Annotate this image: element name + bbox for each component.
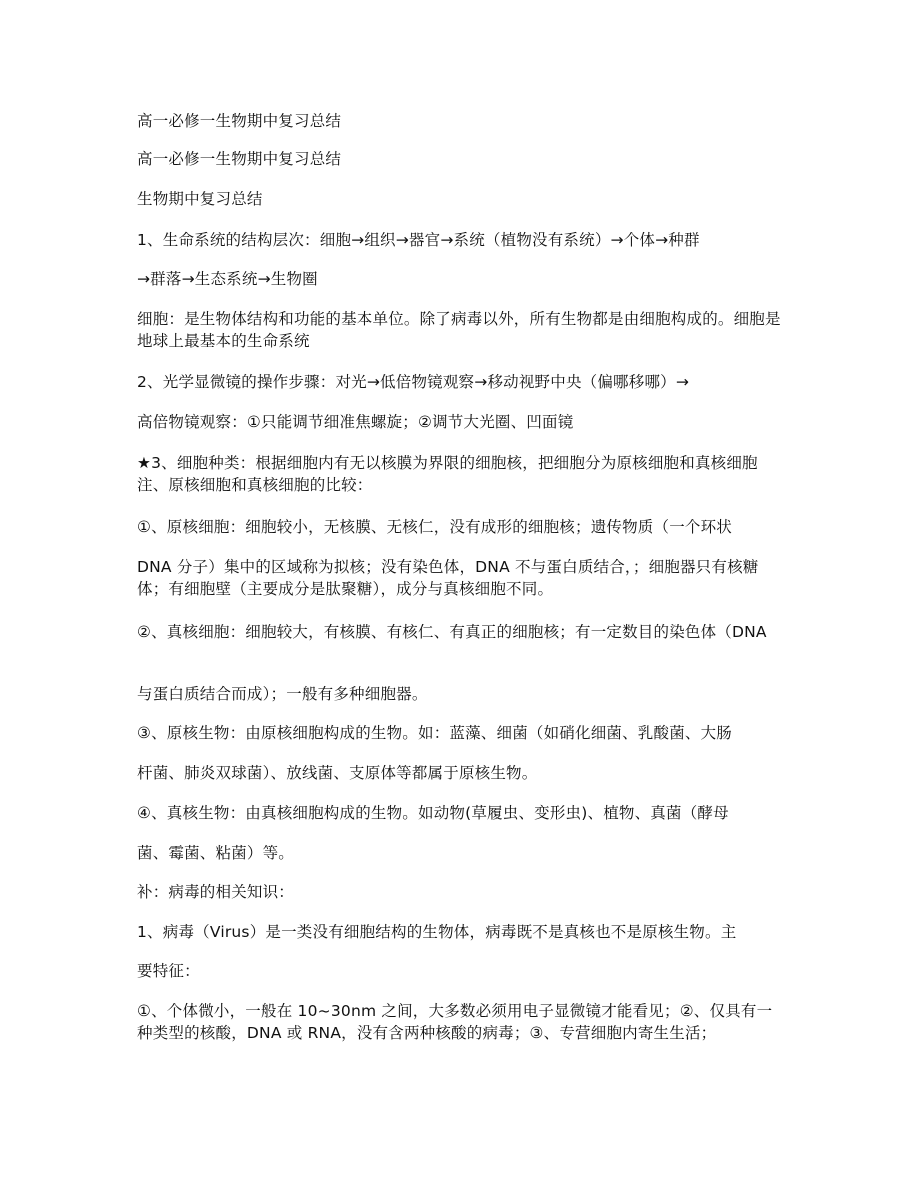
paragraph-line: ①、原核细胞：细胞较小，无核膜、无核仁，没有成形的细胞核；遗传物质（一个环状: [137, 518, 732, 536]
paragraph: ★3、细胞种类：根据细胞内有无以核膜为界限的细胞核，把细胞分为原核细胞和真核细胞注、原核细胞和真核细胞的比较：: [137, 454, 758, 494]
paragraph-line: ③、原核生物：由原核细胞构成的生物。如：蓝藻、细菌（如硝化细菌、乳酸菌、大肠: [137, 724, 732, 742]
paragraph-line: 菌、霉菌、粘菌）等。: [137, 844, 295, 862]
document-title: 高一必修一生物期中复习总结: [137, 112, 342, 130]
paragraph-line: 要特征：: [137, 962, 200, 980]
paragraph-line: 高倍物镜观察：①只能调节细准焦螺旋；②调节大光圈、凹面镜: [137, 413, 574, 431]
paragraph: DNA 分子）集中的区域称为拟核；没有染色体，DNA 不与蛋白质结合，；细胞器只有核糖体；有细胞壁（主要成分是肽聚糖），成分与真核细胞不同。: [137, 558, 759, 598]
paragraph: 细胞：是生物体结构和功能的基本单位。除了病毒以外，所有生物都是由细胞构成的。细胞是地球上最基本的生命系统: [137, 310, 781, 350]
paragraph: ①、个体微小，一般在 10~30nm 之间，大多数必须用电子显微镜才能看见；②、仅具有一种类型的核酸，DNA 或 RNA，没有含两种核酸的病毒；③、专营细胞内寄生生活；: [137, 1002, 773, 1042]
paragraph-line: →群落→生态系统→生物圈: [137, 270, 318, 288]
document-subtitle: 高一必修一生物期中复习总结: [137, 150, 342, 168]
paragraph-line: 补：病毒的相关知识：: [137, 883, 295, 901]
paragraph-line: 1、病毒（Virus）是一类没有细胞结构的生物体，病毒既不是真核也不是原核生物。主: [137, 923, 737, 941]
paragraph-line: 2、光学显微镜的操作步骤：对光→低倍物镜观察→移动视野中央（偏哪移哪）→: [137, 373, 690, 391]
paragraph-line: 1、生命系统的结构层次：细胞→组织→器官→系统（植物没有系统）→个体→种群: [137, 231, 700, 249]
section-heading: 生物期中复习总结: [137, 190, 263, 208]
paragraph: ②、真核细胞：细胞较大，有核膜、有核仁、有真正的细胞核；有一定数目的染色体（DNA: [137, 623, 767, 641]
paragraph-line: 与蛋白质结合而成）；一般有多种细胞器。: [137, 685, 428, 703]
paragraph-line: 杆菌、肺炎双球菌）、放线菌、支原体等都属于原核生物。: [137, 764, 538, 782]
paragraph-line: ④、真核生物：由真核细胞构成的生物。如动物(草履虫、变形虫)、植物、真菌（酵母: [137, 804, 729, 822]
